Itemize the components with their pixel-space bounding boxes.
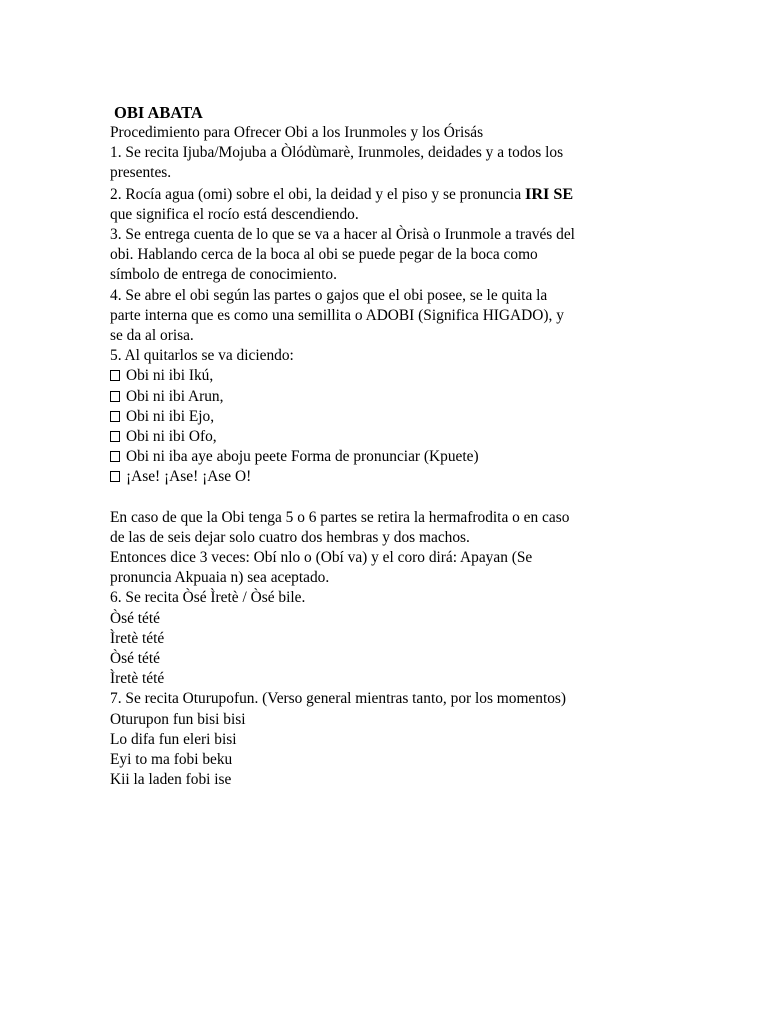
document-title: OBI ABATA [114, 103, 203, 122]
step-6-verse-line: Òsé tété [110, 650, 160, 668]
paragraph-spacer [110, 488, 670, 508]
bullet-text: Obi ni ibi Arun, [126, 387, 224, 405]
step-5-intro: 5. Al quitarlos se va diciendo: [110, 347, 294, 365]
step-2-line-2: que significa el rocío está descendiendo. [110, 205, 359, 223]
step-3-line-3: símbolo de entrega de conocimiento. [110, 266, 337, 284]
step-4-line-1: 4. Se abre el obi según las partes o gajos que el obi posee, se le quita la [110, 286, 548, 304]
document-subtitle: Procedimiento para Ofrecer Obi a los Irunmoles y los Órisás [110, 124, 484, 141]
bullet-text: Obi ni ibi Ejo, [126, 407, 215, 425]
step-6-verse-line: Ìretè tété [110, 670, 165, 688]
step-3-line-1: 3. Se entrega cuenta de lo que se va a hacer al Òrisà o Irunmole a través del [110, 226, 575, 244]
step-6-intro: 6. Se recita Òsé Ìretè / Òsé bile. [110, 589, 306, 607]
case-line-2: de las de seis dejar solo cuatro dos hembras y dos machos. [110, 528, 470, 546]
bullet-item [110, 407, 670, 427]
step-7-intro: 7. Se recita Oturupofun. (Verso general mientras tanto, por los momentos) [110, 690, 567, 708]
bullet-item [110, 366, 670, 386]
step-3-line-2: obi. Hablando cerca de la boca al obi se puede pegar de la boca como [110, 246, 538, 264]
step-7-verse-line: Oturupon fun bisi bisi [110, 710, 246, 728]
case-line-1: En caso de que la Obi tenga 5 o 6 partes se retira la hermafrodita o en caso [110, 508, 570, 526]
step-1-line-1: 1. Se recita Ijuba/Mojuba a Òlódùmarè, Irunmoles, deidades y a todos los [110, 144, 564, 162]
bullet-box-icon [110, 431, 120, 442]
bullet-box-icon [110, 391, 120, 402]
step-2-text: 2. Rocía agua (omi) sobre el obi, la deidad y el piso y se pronuncia [110, 185, 526, 203]
document-body [110, 103, 670, 791]
case-line-4: pronuncia Akpuaia n) sea aceptado. [110, 569, 330, 587]
step-6-verse-line: Òsé tété [110, 609, 160, 627]
bullet-box-icon [110, 411, 120, 422]
bullet-text: Obi ni ibi Ikú, [126, 367, 214, 385]
bullet-item [110, 387, 670, 407]
case-line-3: Entonces dice 3 veces: Obí nlo o (Obí va) y el coro dirá: Apayan (Se [110, 549, 533, 567]
step-7-verse-line: Eyi to ma fobi beku [110, 751, 233, 769]
step-7-verse-line: Lo difa fun eleri bisi [110, 730, 237, 748]
bullet-item [110, 447, 670, 467]
step-4-line-3: se da al orisa. [110, 327, 194, 345]
bullet-text: Obi ni ibi Ofo, [126, 428, 217, 446]
step-4-line-2: parte interna que es como una semillita o ADOBI (Significa HIGADO), y [110, 306, 564, 324]
step-1-line-2: presentes. [110, 164, 172, 182]
step-2-bold-term: IRI SE [525, 184, 574, 203]
bullet-box-icon [110, 451, 120, 462]
step-6-verse-line: Ìretè tété [110, 629, 165, 647]
bullet-text: ¡Ase! ¡Ase! ¡Ase O! [126, 468, 252, 486]
bullet-item [110, 427, 670, 447]
bullet-text: Obi ni iba aye aboju peete Forma de pronunciar (Kpuete) [126, 448, 479, 466]
bullet-box-icon [110, 471, 120, 482]
step-2-line-1 [110, 184, 670, 205]
step-7-verse-line: Kii la laden fobi ise [110, 771, 232, 789]
bullet-box-icon [110, 370, 120, 381]
bullet-item [110, 467, 670, 487]
